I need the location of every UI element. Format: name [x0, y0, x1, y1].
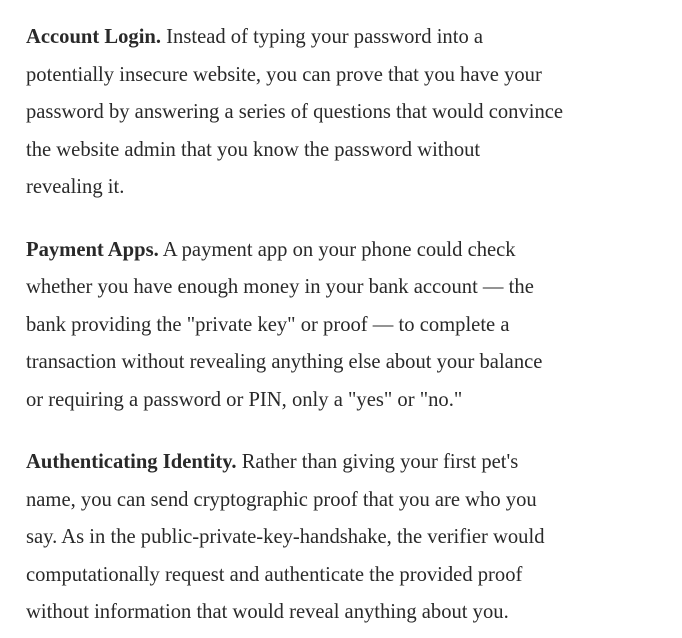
paragraph-line: potentially insecure website, you can prove that you have your	[26, 63, 542, 86]
paragraph-account-login	[26, 19, 682, 207]
paragraph-line: say. As in the public-private-key-handshake, the verifier would	[26, 526, 545, 548]
paragraph-term: Account Login.	[26, 26, 162, 48]
paragraph-text: Rather than giving your first pet's	[236, 451, 519, 473]
paragraph-text: Instead of typing your password into a	[161, 26, 484, 48]
paragraph-line	[26, 232, 682, 270]
paragraph-line	[26, 19, 682, 57]
paragraph-payment-apps	[26, 232, 682, 420]
paragraph-line: whether you have enough money in your bank account — the	[26, 276, 534, 298]
paragraph-term: Authenticating Identity.	[26, 451, 237, 473]
paragraph-line: the website admin that you know the password without	[26, 138, 481, 161]
paragraph-line: or requiring a password or PIN, only a "yes" or "no."	[26, 388, 463, 411]
paragraph-term: Payment Apps.	[26, 238, 159, 261]
paragraph-line: name, you can send cryptographic proof that you are who you	[26, 488, 537, 511]
paragraph-line: computationally request and authenticate the provided proof	[26, 563, 523, 586]
paragraph-line: without information that would reveal anything about you.	[26, 601, 509, 623]
paragraph-line: bank providing the "private key" or proof — to complete a	[26, 313, 510, 336]
paragraph-line: password by answering a series of questions that would convince	[26, 101, 564, 123]
paragraph-text: A payment app on your phone could check	[158, 238, 516, 261]
paragraph-line: revealing it.	[26, 176, 125, 198]
paragraph-line	[26, 444, 682, 482]
paragraph-line: transaction without revealing anything else about your balance	[26, 351, 543, 373]
paragraph-authenticating-identity	[26, 444, 682, 632]
